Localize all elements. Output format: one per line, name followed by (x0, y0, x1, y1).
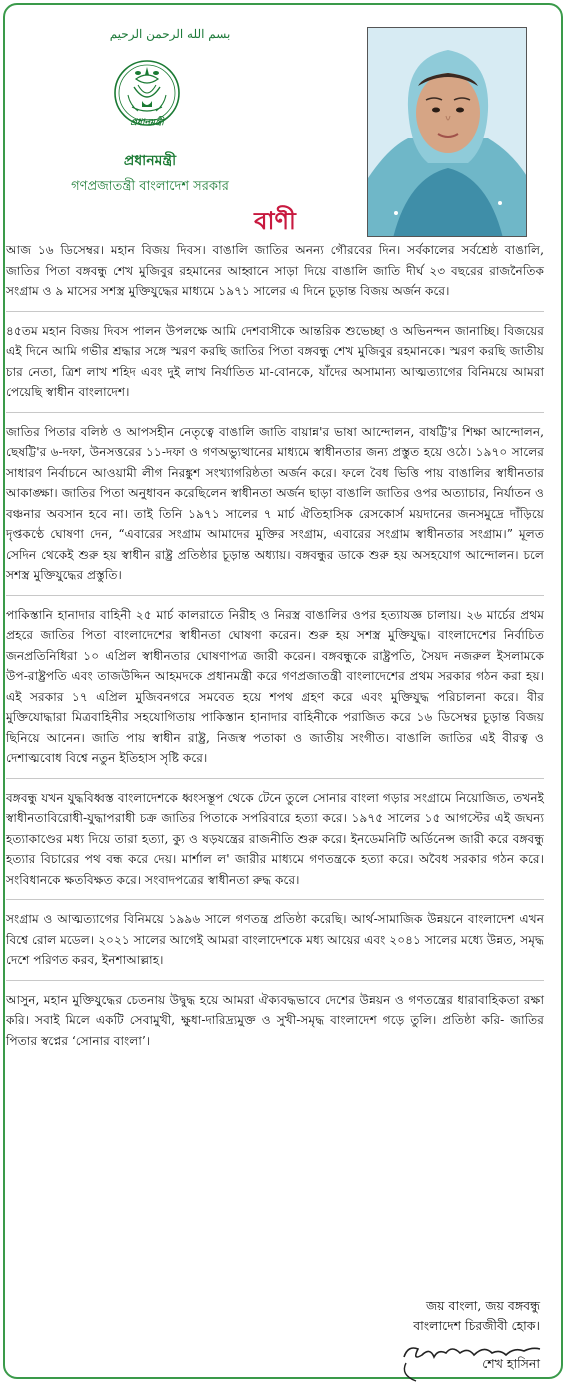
closing-lines (340, 1296, 540, 1336)
divider (6, 311, 544, 312)
header (5, 5, 561, 240)
divider (6, 778, 544, 779)
portrait-illustration (368, 28, 527, 237)
paragraph: পাকিস্তানি হানাদার বাহিনী ২৫ মার্চ কালরাতে নিরীহ ও নিরস্ত্র বাঙালির ওপর হত্যাযজ্ঞ চালায়। ২৬ মার্চের প্রথম প্রহরে জাতির পিতা বাংলাদেশের স্বাধীনতা ঘোষণা করেন। শুরু হয় সশস্ত্র মুক্তিযুদ্ধ। বাংলাদেশের নির্বাচিত জনপ্রতিনিধিরা ১০ এপ্রিল স্বাধীনতার ঘোষণাপত্র জারী করেন। বঙ্গবন্ধুকে রাষ্ট্রপতি, সৈয়দ নজরুল ইসলামকে উপ-রাষ্ট্রপতি এবং তাজউদ্দিন আহমদকে প্রধানমন্ত্রী করে গণপ্রজাতন্ত্রী বাংলাদেশের প্রথম সরকার গঠন করা হয়। এই সরকার ১৭ এপ্রিল মুজিবনগরে সমবেত হয়ে শপথ গ্রহণ করে এবং মুক্তিযুদ্ধ পরিচালনা করে। বীর মুক্তিযোদ্ধারা মিত্রবাহিনীর সহযোগিতায় পাকিস্তান হানাদার বাহিনীকে পরাজিত করে ১৬ ডিসেম্বর চূড়ান্ত বিজয় ছিনিয়ে আনেন। জাতি পায় স্বাধীন রাষ্ট্র, নিজস্ব পতাকা ও জাতীয় সংগীত। বাঙালি জাতির এই বীরত্ব ও দেশাত্মবোধ বিশ্বে নতুন ইতিহাস সৃষ্টি করে। (6, 607, 544, 765)
paragraph: সংগ্রাম ও আত্মত্যাগের বিনিময়ে ১৯৯৬ সালে গণতন্ত্র প্রতিষ্ঠা করেছি। আর্থ-সামাজিক উন্নয়নে বাংলাদেশ এখন বিশ্বে রোল মডেল। ২০২১ সালের আগেই আমরা বাংলাদেশকে মধ্য আয়ের এবং ২০৪১ সালের মধ্যে উন্নত, সমৃদ্ধ দেশে পরিণত করব, ইনশাআল্লাহ। (6, 912, 544, 967)
bismillah-calligraphy: بسم الله الرحمن الرحيم (109, 27, 231, 41)
message-heading: বাণী (254, 206, 296, 235)
divider (6, 980, 544, 981)
closing-line-1: জয় বাংলা, জয় বঙ্গবন্ধু (426, 1298, 540, 1313)
paragraph: আজ ১৬ ডিসেম্বর। মহান বিজয় দিবস। বাঙালি জাতির অনন্য গৌরবের দিন। সর্বকালের সর্বশ্রেষ্ঠ বাঙালি, জাতির পিতা বঙ্গবন্ধু শেখ মুজিবুর রহমানের আহ্বানে সাড়া দিয়ে বাঙালি জাতি দীর্ঘ ২৩ বছরের রাজনৈতিক সংগ্রাম ও ৯ মাসের সশস্ত্র মুক্তিযুদ্ধের মাধ্যমে ১৯৭১ সালের এ দিনে চূড়ান্ত বিজয় অর্জন করে। (6, 243, 544, 298)
portrait-photo (367, 27, 527, 237)
closing-line-2: বাংলাদেশ চিরজীবী হোক। (413, 1318, 540, 1333)
signer-name: শেখ হাসিনা (482, 1356, 540, 1371)
divider (6, 595, 544, 596)
office-title: প্রধানমন্ত্রী (123, 153, 177, 169)
divider (6, 899, 544, 900)
emblem-label: প্রধানমন্ত্রী (130, 118, 164, 128)
paragraph: আসুন, মহান মুক্তিযুদ্ধের চেতনায় উদ্বুদ্ধ হয়ে আমরা ঐক্যবদ্ধভাবে দেশের উন্নয়ন ও গণতন্ত্রের ধারাবাহিকতা রক্ষা করি। সবাই মিলে একটি সেবামুখী, ক্ষুধা-দারিদ্র্যমুক্ত ও সুখী-সমৃদ্ধ বাংলাদেশ গড়ে তুলি। প্রতিষ্ঠা করি- জাতির পিতার স্বপ্নের ‘সোনার বাংলা’। (6, 992, 544, 1048)
government-name: গণপ্রজাতন্ত্রী বাংলাদেশ সরকার (71, 179, 229, 194)
paragraph: বঙ্গবন্ধু যখন যুদ্ধবিধ্বস্ত বাংলাদেশকে ধ্বংসস্তূপ থেকে টেনে তুলে সোনার বাংলা গড়ার সংগ্রামে নিয়োজিত, তখনই স্বাধীনতাবিরোধী-যুদ্ধাপরাধী চক্র জাতির পিতাকে সপরিবারে হত্যা করে। ১৯৭৫ সালের ১৫ আগস্টের এই জঘন্য হত্যাকাণ্ডের মধ্য দিয়ে তারা হত্যা, ক্যু ও ষড়যন্ত্রের রাজনীতি শুরু করে। ইনডেমনিটি অর্ডিনেন্স জারী করে বঙ্গবন্ধু হত্যার বিচারের পথ বন্ধ করে দেয়। মার্শাল ল' জারীর মাধ্যমে গণতন্ত্রকে হত্যা করে। অবৈধ সরকার গঠন করে। সংবিধানকে ক্ষতবিক্ষত করে। সংবাদপত্রের স্বাধীনতা রুদ্ধ করে। (6, 790, 544, 887)
paragraph: জাতির পিতার বলিষ্ঠ ও আপসহীন নেতৃত্বে বাঙালি জাতি বায়ান্ন'র ভাষা আন্দোলন, বাষট্টি'র শিক্ষা আন্দোলন, ছেষট্টি'র ৬-দফা, উনসত্তরের ১১-দফা ও গণঅভ্যুত্থানের মাধ্যমে স্বাধীনতার জন্য প্রস্তুত হয়ে ওঠে। ১৯৭০ সালের সাধারণ নির্বাচনে আওয়ামী লীগ নিরঙ্কুশ সংখ্যাগরিষ্ঠতা অর্জন করে। ফলে বৈধ ভিত্তি পায় বাঙালির স্বাধীনতার আকাঙ্ক্ষা। জাতির পিতা অনুধাবন করেছিলেন স্বাধীনতা অর্জন ছাড়া বাঙালি জাতির ওপর অত্যাচার, নির্যাতন ও বঞ্চনার অবসান হবে না। তাই তিনি ১৯৭১ সালের ৭ মার্চ ঐতিহাসিক রেসকোর্স ময়দানের জনসমুদ্রে দাঁড়িয়ে দৃপ্তকণ্ঠে ঘোষণা দেন, “এবারের সংগ্রাম আমাদের মুক্তির সংগ্রাম, এবারের সংগ্রাম স্বাধীনতার সংগ্রাম।” মূলত সেদিন থেকেই শুরু হয় স্বাধীন রাষ্ট্র প্রতিষ্ঠার চূড়ান্ত অধ্যায়। বঙ্গবন্ধুর ডাকে শুরু হয় অসহযোগ আন্দোলন। চলে সশস্ত্র মুক্তিযুদ্ধের প্রস্তুতি। (6, 424, 544, 582)
message-body (6, 240, 544, 1060)
divider (6, 412, 544, 413)
paragraph: ৪৫তম মহান বিজয় দিবস পালন উপলক্ষে আমি দেশবাসীকে আন্তরিক শুভেচ্ছা ও অভিনন্দন জানাচ্ছি। বিজয়ের এই দিনে আমি গভীর শ্রদ্ধার সঙ্গে স্মরণ করছি জাতির পিতা বঙ্গবন্ধু শেখ মুজিবুর রহমানকে। স্মরণ করছি জাতীয় চার নেতা, ত্রিশ লাখ শহিদ এবং দুই লাখ নির্যাতিত মা-বোনকে, যাঁদের অসামান্য আত্মত্যাগের বিনিময়ে আমরা পেয়েছি স্বাধীন বাংলাদেশ। (6, 323, 544, 399)
